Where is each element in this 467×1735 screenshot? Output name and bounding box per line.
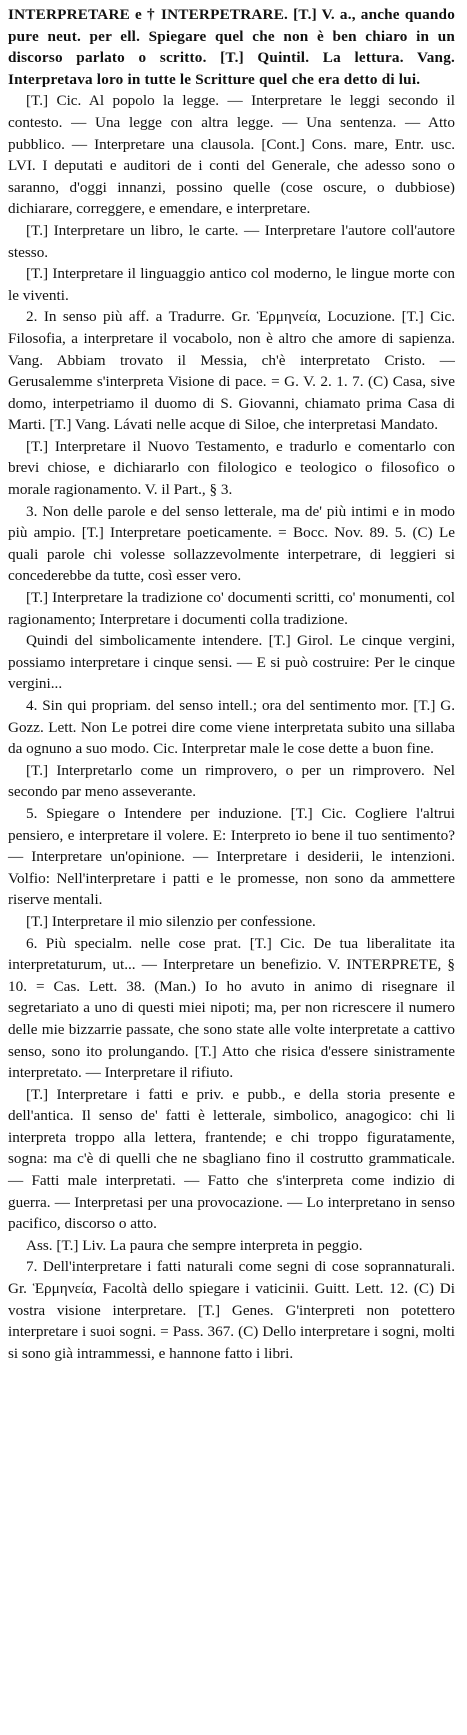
paragraph: [T.] Cic. Al popolo la legge. — Interpretare le leggi secondo il contesto. — Una legge con altra legge. — Una sentenza. — Atto pubblico. — Interpretare una clausola. [Cont.] Cons. mare, Entr. usc. LVI. I deputati e auditori de i conti del Generale, che adesso sono o saranno, d'oggi innanzi, possino quelle (cose oscure, o dubbiose) dichiarare, correggere, e emendare, e interpretare. xyxy=(8,92,455,218)
paragraph: [T.] Interpretare la tradizione co' documenti scritti, co' monumenti, col ragionamento; Interpretare i documenti colla tradizione. xyxy=(8,589,455,628)
paragraph: 5. Spiegare o Intendere per induzione. [T.] Cic. Cogliere l'altrui pensiero, e interpretare il volere. E: Interpreto io bene il tuo sentimento? — Interpretare un'opinione. — Interpretare i desiderii, le intenzioni. Volfio: Nell'interpretare i patti e le promesse, non sono da ammettere riserve mentali. xyxy=(8,804,455,909)
entry-headword: INTERPRETARE e † INTERPETRARE. [T.] V. a., anche quando pure neut. per ell. Spiegare quel che non è ben chiaro in un discorso parlato o scritto. [T.] Quintil. La lettura. Vang. Interpretava loro in tutte le Scritture quel che era detto di lui. xyxy=(8,6,455,88)
paragraph: [T.] Interpretare i fatti e priv. e pubb., e della storia presente e dell'antica. Il senso de' fatti è letterale, simbolico, anagogico: chi li interpreta troppo alla lettera, frantende; e chi troppo figuratamente, sogna: ma c'è di quelli che ne sbagliano fino il costrutto grammaticale. — Fatti male interpretati. — Fatto che s'interpreta come indizio di guerra. — Interpretasi per una provocazione. — Lo interpretano in senso pacifico, discorso o atto. xyxy=(8,1085,455,1233)
paragraph: [T.] Interpretare il Nuovo Testamento, e tradurlo e comentarlo con brevi chiose, e dichiararlo con filologico e teologico o filosofico o morale ragionamento. V. il Part., § 3. xyxy=(8,437,455,499)
paragraph: [T.] Interpretare il mio silenzio per confessione. xyxy=(26,912,316,930)
paragraph: [T.] Interpretare un libro, le carte. — Interpretare l'autore coll'autore stesso. xyxy=(8,221,455,261)
paragraph: 7. Dell'interpretare i fatti naturali come segni di cose soprannaturali. Gr. Ἑρμηνεία, Facoltà dello spiegare i vaticinii. Guitt. Lett. 12. (C) Di vostra visione interpretare. [T.] Genes. G'interpreti non potettero interpretare i suoi sogni. = Pass. 367. (C) Dello interpretare i sogni, molti si sono già intrammessi, e hannone fatto i libri. xyxy=(8,1258,455,1362)
paragraph: 6. Più specialm. nelle cose prat. [T.] Cic. De tua liberalitate ita interpretaturum, ut... — Interpretare un benefizio. V. INTERPRETE, § 10. = Cas. Lett. 38. (Man.) Io ho avuto in animo di risegnare il segretariato a uno di questi miei nipoti; ma, per non ricrescere il numero delle mie bizzarrie passate, che sono state alle volte interpretate a cattivo senso, sono ito prolungando. [T.] Atto che risica d'essere sinistramente interpretato. — Interpretare il rifiuto. xyxy=(8,934,455,1082)
paragraph: 3. Non delle parole e del senso letterale, ma de' più intimi e in modo più ampio. [T.] Interpretare poeticamente. = Bocc. Nov. 89. 5. (C) Le quali parole chi volesse sollazzevolmente interpetrare, di leggieri si concederebbe da tutte, così esser vero. xyxy=(8,502,455,585)
paragraph: Ass. [T.] Liv. La paura che sempre interpreta in peggio. xyxy=(26,1236,363,1254)
paragraph: [T.] Interpretarlo come un rimprovero, o per un rimprovero. Nel secondo par meno asseverante. xyxy=(8,761,455,801)
paragraph: Quindi del simbolicamente intendere. [T.] Girol. Le cinque vergini, possiamo interpretare i cinque sensi. — E si può costruire: Per le cinque vergini... xyxy=(8,632,455,693)
paragraph: [T.] Interpretare il linguaggio antico col moderno, le lingue morte con le viventi. xyxy=(8,265,455,304)
paragraph: 2. In senso più aff. a Tradurre. Gr. Ἑρμηνεία, Locuzione. [T.] Cic. Filosofia, a interpretare il vocabolo, non è altro che amore di sapienza. Vang. Abbiam trovato il Messia, ch'è interpretato Cristo. — Gerusalemme s'interpreta Visione di pace. = G. V. 2. 1. 7. (C) Casa, sive domo, interpetriamo il duomo di S. Giovanni, chiamato prima Casa di Marti. [T.] Vang. Lávati nelle acque di Siloe, che interpretasi Mandato. xyxy=(8,308,455,434)
paragraph: 4. Sin qui propriam. del senso intell.; ora del sentimento mor. [T.] G. Gozz. Lett. Non Le potrei dire come viene interpretata subito una sillaba da ognuno a suo modo. Cic. Interpretar male le cose dette a buon fine. xyxy=(8,697,455,758)
